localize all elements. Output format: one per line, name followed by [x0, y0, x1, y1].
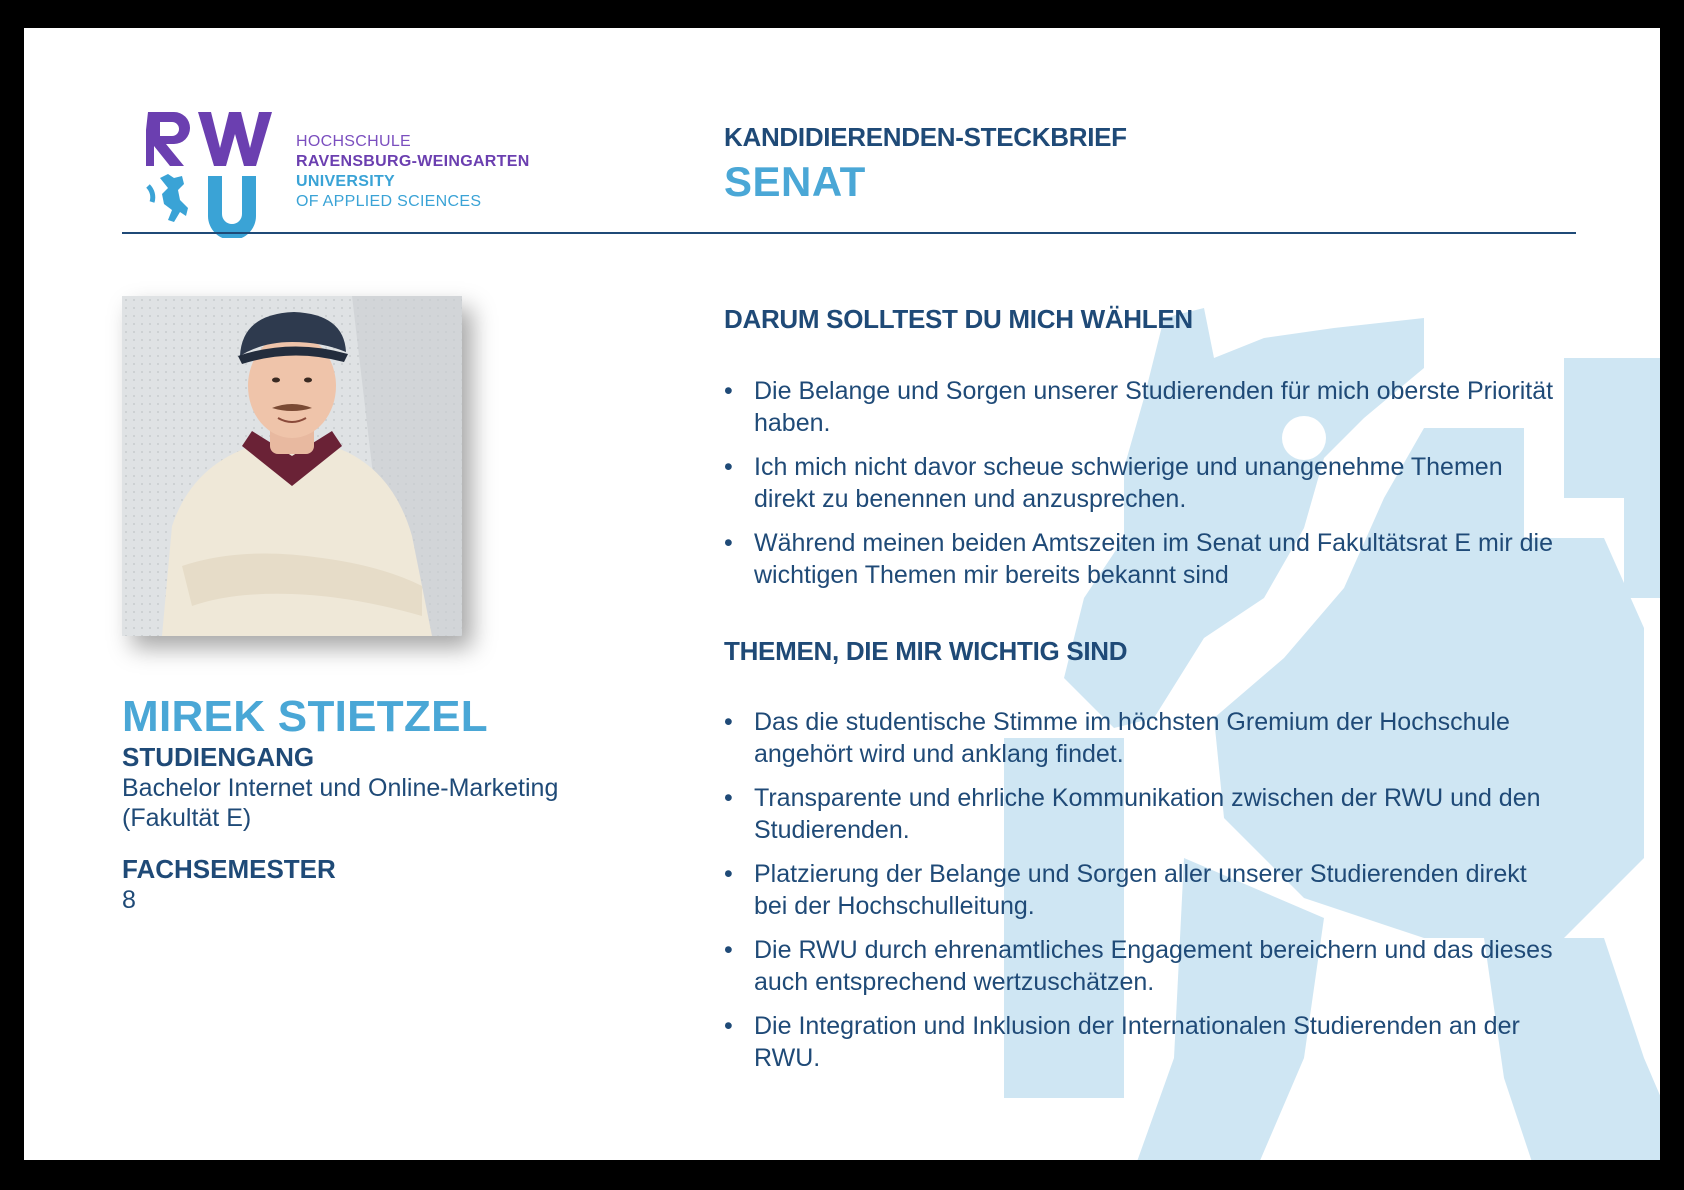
candidate-portrait-icon [122, 296, 462, 636]
logo-line-1: HOCHSCHULE [296, 133, 412, 150]
topics-list [724, 706, 1554, 1086]
list-item: • Die RWU durch ehrenamtliches Engagement bereichern und das dieses auch entsprechend wertzuschätzen. [724, 934, 1554, 998]
list-item: • Während meinen beiden Amtszeiten im Senat und Fakultätsrat E mir die wichtigen Themen mir bereits bekannt sind [724, 527, 1554, 591]
list-item: • Transparente und ehrliche Kommunikation zwischen der RWU und den Studierenden. [724, 782, 1554, 846]
logo-line-3: UNIVERSITY [296, 173, 396, 190]
program-value-line-2: (Fakultät E) [122, 804, 252, 832]
reasons-heading: DARUM SOLLTEST DU MICH WÄHLEN [724, 304, 1193, 334]
program-label: STUDIENGANG [122, 742, 315, 772]
rwu-logo-mark-icon [146, 108, 286, 238]
program-value-line-1: Bachelor Internet und Online-Marketing [122, 774, 559, 802]
document-type: KANDIDIERENDEN-STECKBRIEF [724, 122, 1127, 152]
logo-line-4: OF APPLIED SCIENCES [296, 193, 482, 210]
semester-label: FACHSEMESTER [122, 854, 336, 884]
list-item: • Platzierung der Belange und Sorgen aller unserer Studierenden direkt bei der Hochschulleitung. [724, 858, 1554, 922]
list-item: • Die Integration und Inklusion der Internationalen Studierenden an der RWU. [724, 1010, 1554, 1074]
document-page [24, 28, 1660, 1160]
page-title: SENAT [724, 158, 866, 205]
logo-wordmark [296, 132, 530, 212]
logo-line-2: RAVENSBURG-WEINGARTEN [296, 153, 530, 170]
reasons-list [724, 375, 1554, 603]
list-item: • Die Belange und Sorgen unserer Studierenden für mich oberste Priorität haben. [724, 375, 1554, 439]
topics-heading: THEMEN, DIE MIR WICHTIG SIND [724, 636, 1128, 666]
candidate-photo [122, 296, 462, 636]
candidate-name: MIREK STIETZEL [122, 692, 488, 741]
list-item: • Das die studentische Stimme im höchsten Gremium der Hochschule angehört wird und anklang findet. [724, 706, 1554, 770]
list-item: • Ich mich nicht davor scheue schwierige und unangenehme Themen direkt zu benennen und anzusprechen. [724, 451, 1554, 515]
semester-value: 8 [122, 886, 136, 914]
university-logo [146, 108, 546, 238]
header-divider [122, 232, 1576, 234]
